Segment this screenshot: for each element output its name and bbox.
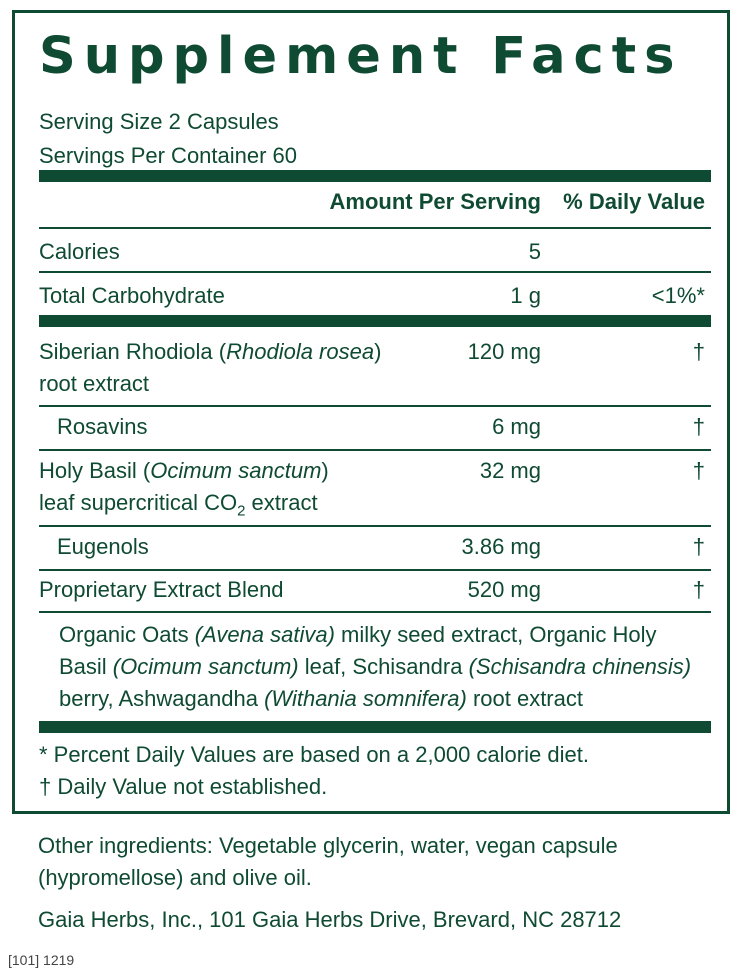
divider: [39, 449, 711, 451]
panel-title: Supplement Facts: [39, 27, 683, 86]
holy-basil-label-line2: leaf supercritical $CO_2$ extract: [39, 490, 318, 520]
eugenols-amount: 3.86 mg: [461, 534, 541, 559]
carbohydrate-dv: <1%*: [651, 283, 705, 308]
divider: [39, 525, 711, 527]
blend-amount: 520 mg: [467, 577, 541, 602]
thick-divider: [39, 170, 711, 182]
carbohydrate-label: Total Carbohydrate: [39, 283, 225, 308]
divider: [39, 405, 711, 407]
thick-divider: [39, 315, 711, 327]
rosavins-amount: 6 mg: [492, 414, 541, 439]
holy-basil-dv: †: [692, 458, 705, 483]
product-code: [101] 1219: [8, 952, 75, 968]
rosavins-dv: †: [692, 414, 705, 439]
rosavins-label: Rosavins: [57, 414, 148, 439]
footnote-dagger: † Daily Value not established.: [39, 774, 328, 799]
serving-size: Serving Size 2 Capsules: [39, 109, 279, 134]
calories-label: Calories: [39, 239, 120, 264]
eugenols-dv: †: [692, 534, 705, 559]
holy-basil-label: Holy Basil (Ocimum sanctum): [39, 458, 329, 483]
servings-per-container: Servings Per Container 60: [39, 143, 298, 168]
footnote-daily-values: * Percent Daily Values are based on a 2,000 calorie diet.: [39, 742, 589, 767]
rhodiola-amount: 120 mg: [467, 339, 541, 364]
supplement-facts-panel: [12, 10, 730, 814]
eugenols-label: Eugenols: [57, 534, 149, 559]
holy-basil-latin-name: Ocimum sanctum: [150, 458, 322, 483]
holy-basil-amount: 32 mg: [479, 458, 541, 483]
rhodiola-label: Siberian Rhodiola (Rhodiola rosea): [39, 339, 382, 364]
manufacturer-address: Gaia Herbs, Inc., 101 Gaia Herbs Drive, Brevard, NC 28712: [38, 907, 622, 932]
rhodiola-latin-name: Rhodiola rosea: [226, 339, 375, 364]
thick-divider: [39, 721, 711, 733]
blend-label: Proprietary Extract Blend: [39, 577, 284, 602]
header-amount-per-serving: Amount Per Serving: [329, 189, 541, 214]
divider: [39, 611, 711, 613]
divider: [39, 569, 711, 571]
carbohydrate-amount: 1 g: [510, 283, 541, 308]
calories-amount: 5: [528, 239, 541, 264]
rhodiola-dv: †: [692, 339, 705, 364]
blend-ingredients: Organic Oats (Avena sativa) milky seed extract, Organic Holy Basil (Ocimum sanctum) leaf, Schisandra (Schisandra chinensis) berry, Ashwagandha (Withania somnifera) root extract: [59, 622, 692, 711]
rhodiola-label-line2: root extract: [39, 371, 150, 396]
header-daily-value: % Daily Value: [563, 189, 705, 214]
divider: [39, 227, 711, 229]
divider: [39, 271, 711, 273]
other-ingredients: Other ingredients: Vegetable glycerin, water, vegan capsule (hypromellose) and olive oil.: [38, 833, 618, 890]
blend-dv: †: [692, 577, 705, 602]
